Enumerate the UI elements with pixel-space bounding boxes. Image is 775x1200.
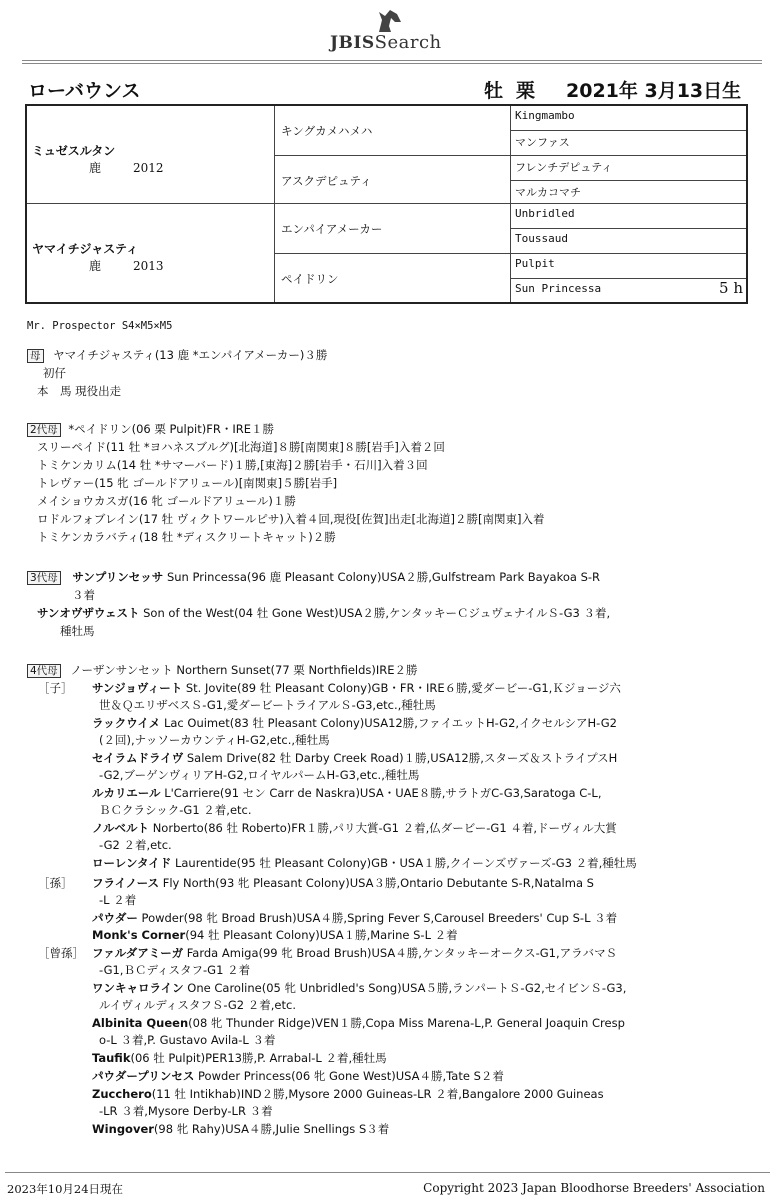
- pedigree-g3-name[interactable]: Sun Princessa: [515, 282, 602, 295]
- gen2-section-line: ロドルフォブレイン(17 牡 ヴィクトワールピサ)入着４回,現役[佐賀]出走[北海道]２勝[南関東]入着: [37, 512, 545, 526]
- pedigree-g3-name[interactable]: マルカコマチ: [515, 186, 581, 199]
- gen4-entry-continued: -L ２着: [99, 893, 137, 907]
- pedigree-g3-name[interactable]: フレンチデピュティ: [515, 161, 613, 174]
- gen3-section-line: 種牡馬: [60, 624, 95, 638]
- footer-copyright: Copyright 2023 Japan Bloodhorse Breeders' Association: [423, 1181, 765, 1195]
- gen4-entry-continued: ＢＣクラシック-G1 ２着,etc.: [99, 803, 252, 817]
- pedigree-g3-cell: [511, 204, 746, 229]
- gen4-entry-name[interactable]: パウダー: [92, 911, 138, 925]
- section-tag-gen3: 3代母: [27, 571, 61, 585]
- sire-detail: 鹿 2012: [89, 161, 164, 175]
- pedigree-g3-cell: [511, 156, 746, 181]
- gen4-entry-continued: -LR ３着,Mysore Derby-LR ３着: [99, 1104, 273, 1118]
- gen4-entry: ルカリエール L'Carriere(91 セン Carr de Naskra)USA・UAE８勝,サラトガC-G3,Saratoga C-L,: [92, 786, 602, 800]
- gen4-entry-name[interactable]: ワンキャロライン: [92, 981, 184, 995]
- gen4-entry-name[interactable]: セイラムドライヴ: [92, 751, 184, 765]
- pedigree-g3-cell: [511, 279, 746, 302]
- pedigree-g2-cell: [275, 106, 511, 156]
- gen4-entry: Wingover(98 牝 Rahy)USA４勝,Julie Snellings S３着: [92, 1122, 390, 1136]
- horse-birth-date: 2021年 3月13日生: [566, 80, 742, 102]
- gen4-entry: ラックウイメ Lac Ouimet(83 牡 Pleasant Colony)USA12勝,ファイエットH-G2,イクセルシアH-G2: [92, 716, 617, 730]
- pedigree-sire-cell: [27, 106, 275, 204]
- gen2-section-line: トレヴァー(15 牝 ゴールドアリュール)[南関東]５勝[岩手]: [37, 476, 338, 490]
- pedigree-g3-cell: [511, 181, 746, 204]
- pedigree-g3-name[interactable]: Pulpit: [515, 257, 555, 270]
- gen4-label-grandchild: ［孫］: [38, 876, 73, 890]
- section-tag-gen4: 4代母: [27, 664, 61, 678]
- gen4-entry-continued: -G1,ＢＣディスタフ-G1 ２着: [99, 963, 251, 977]
- gen4-entry-name[interactable]: サンジョヴィート: [92, 681, 183, 695]
- pedigree-g2-name[interactable]: アスクデピュティ: [281, 174, 372, 188]
- dam-section-line: 初仔: [43, 366, 66, 380]
- dam-section-line: 本 馬 現役出走: [37, 384, 122, 398]
- gen2-section-line: トミケンカラバティ(18 牡 *ディスクリートキャット)２勝: [37, 530, 336, 544]
- horse-name: ローバウンス: [28, 80, 141, 102]
- pedigree-g2-cell: [275, 204, 511, 254]
- dam-section-line: 母 ヤマイチジャスティ(13 鹿 *エンパイアメーカー)３勝: [27, 347, 327, 363]
- gen4-entry-name[interactable]: ルカリエール: [92, 786, 161, 800]
- gen4-entry: ノルベルト Norberto(86 牡 Roberto)FR１勝,パリ大賞-G1 ２着,仏ダービー-G1 ４着,ドーヴィル大賞: [92, 821, 617, 835]
- gen4-entry: ワンキャロライン One Caroline(05 牝 Unbridled's Song)USA５勝,ランパートＳ-G2,セイビンＳ-G3,: [92, 981, 627, 995]
- gen4-entry-continued: (２回),ナッソーカウンティH-G2,etc.,種牡馬: [99, 733, 330, 747]
- sire-name[interactable]: ミュゼスルタン: [32, 144, 116, 158]
- pedigree-g3-name[interactable]: Toussaud: [515, 232, 568, 245]
- pedigree-table: [25, 104, 748, 304]
- pedigree-g3-cell: [511, 229, 746, 254]
- gen4-entry-name[interactable]: Albinita Queen: [92, 1016, 189, 1030]
- pedigree-g3-name[interactable]: Kingmambo: [515, 109, 575, 122]
- inbreeding-note: Mr. Prospector S4×M5×M5: [27, 320, 173, 332]
- gen4-section-head: 4代母 ノーザンサンセット Northern Sunset(77 栗 Northfields)IRE２勝: [27, 662, 418, 678]
- horse-sex: 牡: [484, 80, 504, 102]
- gen4-entry: Zucchero(11 牡 Intikhab)IND２勝,Mysore 2000 Guineas-LR ２着,Bangalore 2000 Guineas: [92, 1087, 604, 1101]
- gen4-label-child: ［子］: [38, 681, 73, 695]
- gen4-entry-continued: o-L ３着,P. Gustavo Avila-L ３着: [99, 1033, 276, 1047]
- gen4-entry: サンジョヴィート St. Jovite(89 牡 Pleasant Colony)GB・FR・IRE６勝,愛ダービー-G1,Ｋジョージ六: [92, 681, 621, 695]
- gen4-entry-name[interactable]: ラックウイメ: [92, 716, 161, 730]
- pedigree-g3-cell: [511, 131, 746, 156]
- gen3-section-line: サンオヴザウェスト Son of the West(04 牡 Gone West)USA２勝,ケンタッキーＣジュヴェナイルＳ-G3 ３着,: [37, 606, 611, 620]
- gen2-section-line: スリーペイド(11 牡 *ヨハネスブルグ)[北海道]８勝[南関東]８勝[岩手]入着２回: [37, 440, 445, 454]
- dam-detail: 鹿 2013: [89, 259, 164, 273]
- horse-head-icon: [373, 8, 403, 34]
- pedigree-g3-cell: [511, 254, 746, 279]
- gen4-label-great-grandchild: ［曾孫］: [38, 946, 84, 960]
- gen4-entry-name[interactable]: ノルベルト: [92, 821, 150, 835]
- gen4-entry-continued: -G2,ブーゲンヴィリアH-G2,ロイヤルパームH-G3,etc.,種牡馬: [99, 768, 420, 782]
- header-rule-2: [22, 63, 762, 64]
- logo-text: JBISSearch: [330, 32, 442, 53]
- gen4-entry-name[interactable]: フライノース: [92, 876, 160, 890]
- gen3-section-line: 3代母 サンプリンセッサ Sun Princessa(96 鹿 Pleasant Colony)USA２勝,Gulfstream Park Bayakoa S-R: [27, 569, 600, 585]
- section-tag-dam: 母: [27, 349, 44, 363]
- header-rule: [22, 60, 762, 61]
- gen4-entry-continued: -G2 ２着,etc.: [99, 838, 172, 852]
- gen4-entry-continued: ルイヴィルディスタフＳ-G2 ２着,etc.: [99, 998, 296, 1012]
- pedigree-g2-cell: [275, 254, 511, 302]
- footer-rule: [5, 1172, 770, 1173]
- pedigree-g3-name[interactable]: Unbridled: [515, 207, 575, 220]
- gen4-entry: Monk's Corner(94 牡 Pleasant Colony)USA１勝,Marine S-L ２着: [92, 928, 458, 942]
- gen4-entry-continued: 世＆ＱエリザベスＳ-G1,愛ダービートライアルＳ-G3,etc.,種牡馬: [99, 698, 436, 712]
- gen4-entry-name[interactable]: ファルダアミーガ: [92, 946, 184, 960]
- gen4-entry: ローレンタイド Laurentide(95 牡 Pleasant Colony)GB・USA１勝,クイーンズヴァーズ-G3 ２着,種牡馬: [92, 856, 637, 870]
- gen4-entry: ファルダアミーガ Farda Amiga(99 牝 Broad Brush)USA４勝,ケンタッキーオークス-G1,アラバマＳ: [92, 946, 618, 960]
- gen4-entry-name[interactable]: Wingover: [92, 1122, 154, 1136]
- pedigree-g3-name[interactable]: マンファス: [515, 136, 570, 149]
- pedigree-g3-cell: [511, 106, 746, 131]
- pedigree-g2-name[interactable]: エンパイアメーカー: [281, 222, 383, 236]
- pedigree-g2-name[interactable]: ペイドリン: [281, 272, 339, 286]
- gen4-entry-name[interactable]: パウダープリンセス: [92, 1069, 195, 1083]
- gen4-entry: パウダープリンセス Powder Princess(06 牝 Gone West)USA４勝,Tate S２着: [92, 1069, 504, 1083]
- gen4-entry-name[interactable]: Taufik: [92, 1051, 131, 1065]
- family-number: 5 h: [719, 279, 743, 297]
- gen2-section-line: メイショウカスガ(16 牝 ゴールドアリュール)１勝: [37, 494, 296, 508]
- section-tag-gen2: 2代母: [27, 423, 61, 437]
- gen4-entry: Taufik(06 牡 Pulpit)PER13勝,P. Arrabal-L ２着,種牡馬: [92, 1051, 387, 1065]
- pedigree-dam-cell: [27, 204, 275, 302]
- dam-name[interactable]: ヤマイチジャスティ: [32, 242, 139, 256]
- gen3-section-line: ３着: [72, 588, 95, 602]
- gen2-section-line: 2代母 *ペイドリン(06 栗 Pulpit)FR・IRE１勝: [27, 421, 274, 437]
- gen4-entry: Albinita Queen(08 牝 Thunder Ridge)VEN１勝,Copa Miss Marena-L,P. General Joaquin Cresp: [92, 1016, 625, 1030]
- gen4-entry-name[interactable]: Monk's Corner: [92, 928, 186, 942]
- gen4-entry-name[interactable]: Zucchero: [92, 1087, 152, 1101]
- pedigree-g2-cell: [275, 156, 511, 204]
- horse-color: 栗: [516, 80, 536, 102]
- gen4-entry: セイラムドライヴ Salem Drive(82 牡 Darby Creek Road)１勝,USA12勝,スターズ＆ストライプスH: [92, 751, 618, 765]
- jbis-logo[interactable]: [0, 6, 775, 54]
- gen4-entry: フライノース Fly North(93 牝 Pleasant Colony)USA３勝,Ontario Debutante S-R,Natalma S: [92, 876, 594, 890]
- gen4-entry-name[interactable]: ローレンタイド: [92, 856, 172, 870]
- gen2-section-line: トミケンカリム(14 牡 *サマーバード)１勝,[東海]２勝[岩手・石川]入着３回: [37, 458, 428, 472]
- pedigree-g2-name[interactable]: キングカメハメハ: [281, 124, 373, 138]
- gen4-entry: パウダー Powder(98 牝 Broad Brush)USA４勝,Spring Fever S,Carousel Breeders' Cup S-L ３着: [92, 911, 618, 925]
- footer-date: 2023年10月24日現在: [7, 1182, 124, 1196]
